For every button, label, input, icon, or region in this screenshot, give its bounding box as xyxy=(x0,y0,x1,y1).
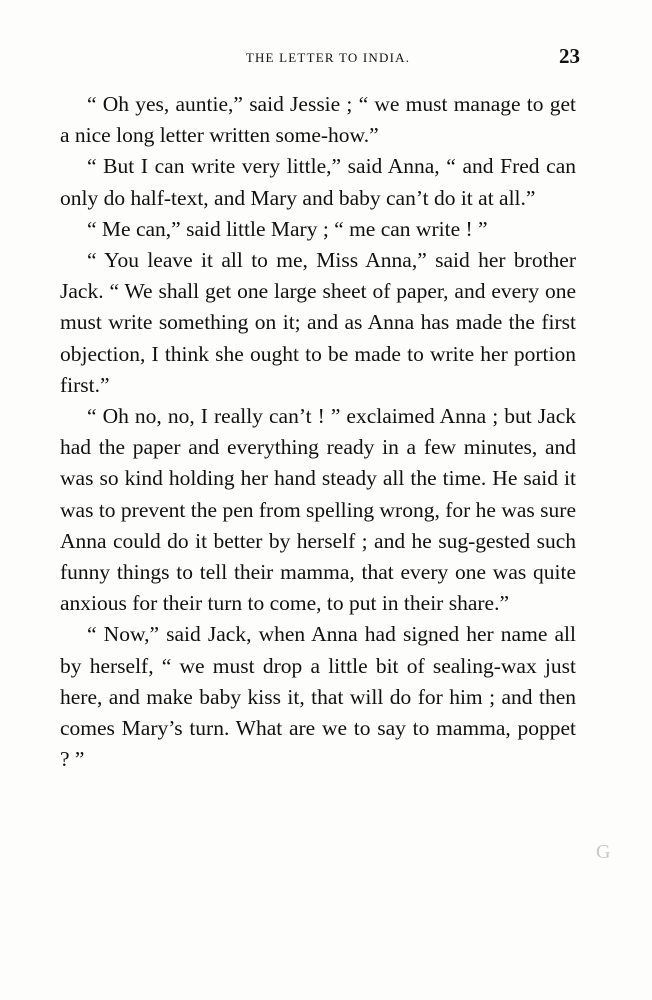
paragraph: “ Me can,” said little Mary ; “ me can write ! ” xyxy=(87,216,488,241)
paragraph: “ Oh no, no, I really can’t ! ” exclaimed Anna ; but Jack had the paper and everything ready in a few minutes, and was so kind holding her hand steady all the time. He said it was to prevent the pen from spelling wrong, for he was sure Anna could do it better by herself ; and he sug-gested such funny things to tell their mamma, that every one was quite anxious for their turn to come, to put in their share.” xyxy=(60,404,576,616)
paragraph: “ Now,” said Jack, when Anna had signed her name all by herself, “ we must drop a little bit of sealing-wax just here, and make baby kiss it, that will do for him ; and then comes Mary’s turn. What are we to say to mamma, poppet ? ” xyxy=(60,622,576,772)
running-head xyxy=(60,44,580,70)
paragraph: “ But I can write very little,” said Anna, “ and Fred can only do half-text, and Mary and baby can’t do it at all.” xyxy=(60,154,576,210)
text-body xyxy=(60,89,576,775)
running-title: THE LETTER TO INDIA. xyxy=(245,50,411,65)
margin-pencil-mark: G xyxy=(596,841,611,863)
paragraph: “ You leave it all to me, Miss Anna,” said her brother Jack. “ We shall get one large sheet of paper, and every one must write something on it; and as Anna has made the first objection, I think she ought to be made to write her portion first.” xyxy=(60,248,576,397)
paragraph: “ Oh yes, auntie,” said Jessie ; “ we must manage to get a nice long letter written some-how.” xyxy=(60,92,576,148)
page-number: 23 xyxy=(559,44,580,68)
